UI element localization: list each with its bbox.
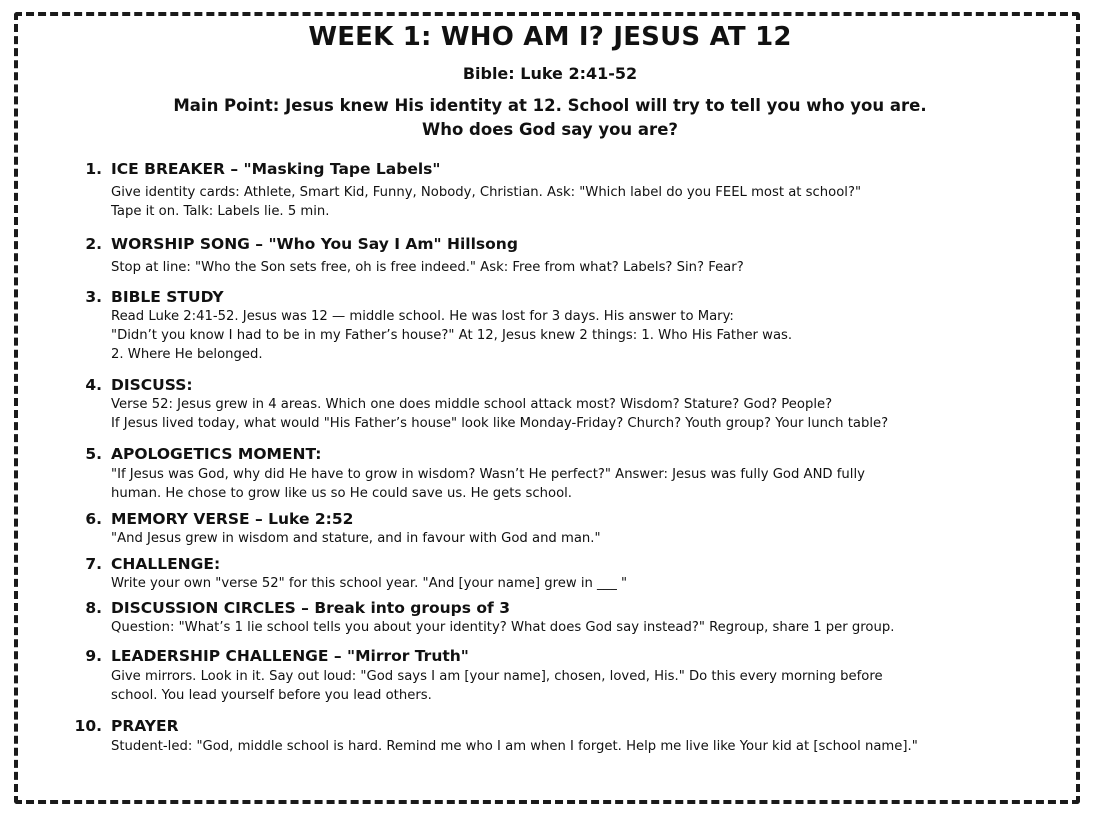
bible-reference: Bible: Luke 2:41-52 (462, 64, 638, 83)
section-heading: WORSHIP SONG – "Who You Say I Am" Hillsong (111, 235, 518, 253)
section-line: Read Luke 2:41-52. Jesus was 12 — middle school. He was lost for 3 days. His answer to Mary: (111, 309, 734, 324)
main-point-line-1: Main Point: Jesus knew His identity at 12. School will try to tell you who you are. (173, 96, 927, 115)
section-line: Question: "What’s 1 lie school tells you about your identity? What does God say instead?" Regroup, share 1 per group. (111, 620, 895, 635)
section-heading: PRAYER (111, 717, 179, 735)
section-line: "And Jesus grew in wisdom and stature, and in favour with God and man." (111, 531, 601, 546)
page-title: WEEK 1: WHO AM I? JESUS AT 12 (308, 22, 792, 52)
section-body (111, 307, 1011, 364)
section-line: Write your own "verse 52" for this school year. "And [your name] grew in ___ " (111, 576, 628, 591)
section-body (111, 529, 1011, 548)
section-number: 7. (85, 555, 102, 573)
section-heading: MEMORY VERSE – Luke 2:52 (111, 510, 354, 528)
section-number: 3. (85, 288, 102, 306)
section-line: Student-led: "God, middle school is hard. Remind me who I am when I forget. Help me live like Your kid at [school name]." (111, 739, 918, 754)
section-line: Give identity cards: Athlete, Smart Kid, Funny, Nobody, Christian. Ask: "Which label do you FEEL most at school?" (111, 185, 862, 200)
section-number: 4. (85, 376, 102, 394)
main-point-line-2: Who does God say you are? (422, 120, 678, 139)
section-heading: APOLOGETICS MOMENT: (111, 445, 322, 463)
main-point (0, 94, 1100, 142)
section-number: 6. (85, 510, 102, 528)
section-heading: CHALLENGE: (111, 555, 221, 573)
section-line: Give mirrors. Look in it. Say out loud: "God says I am [your name], chosen, loved, His." Do this every morning before (111, 669, 883, 684)
section-line: Stop at line: "Who the Son sets free, oh is free indeed." Ask: Free from what? Labels? Sin? Fear? (111, 260, 744, 275)
section-line: human. He chose to grow like us so He could save us. He gets school. (111, 486, 573, 501)
section-number: 9. (85, 647, 102, 665)
section-line: 2. Where He belonged. (111, 347, 263, 362)
section-heading: DISCUSS: (111, 376, 193, 394)
section-line: Verse 52: Jesus grew in 4 areas. Which one does middle school attack most? Wisdom? Stature? God? People? (111, 397, 833, 412)
section-number: 10. (74, 717, 102, 735)
section-line: Tape it on. Talk: Labels lie. 5 min. (111, 204, 330, 219)
section-body (111, 258, 1011, 277)
section-line: "If Jesus was God, why did He have to grow in wisdom? Wasn’t He perfect?" Answer: Jesus was fully God AND fully (111, 467, 865, 482)
section-heading: ICE BREAKER – "Masking Tape Labels" (111, 160, 441, 178)
section-line: "Didn’t you know I had to be in my Father’s house?" At 12, Jesus knew 2 things: 1. Who His Father was. (111, 328, 793, 343)
section-heading: LEADERSHIP CHALLENGE – "Mirror Truth" (111, 647, 469, 665)
section-number: 5. (85, 445, 102, 463)
section-heading: DISCUSSION CIRCLES – Break into groups of 3 (111, 599, 510, 617)
section-body (111, 667, 1011, 705)
section-number: 8. (85, 599, 102, 617)
section-number: 1. (85, 160, 102, 178)
section-line: school. You lead yourself before you lead others. (111, 688, 432, 703)
section-body (111, 574, 1011, 593)
section-number: 2. (85, 235, 102, 253)
section-line: If Jesus lived today, what would "His Father’s house" look like Monday-Friday? Church? Youth group? Your lunch table? (111, 416, 889, 431)
section-body (111, 618, 1011, 637)
section-body (111, 395, 1011, 433)
section-body (111, 737, 1011, 756)
section-heading: BIBLE STUDY (111, 288, 224, 306)
section-body (111, 465, 1011, 503)
section-body (111, 183, 1011, 221)
